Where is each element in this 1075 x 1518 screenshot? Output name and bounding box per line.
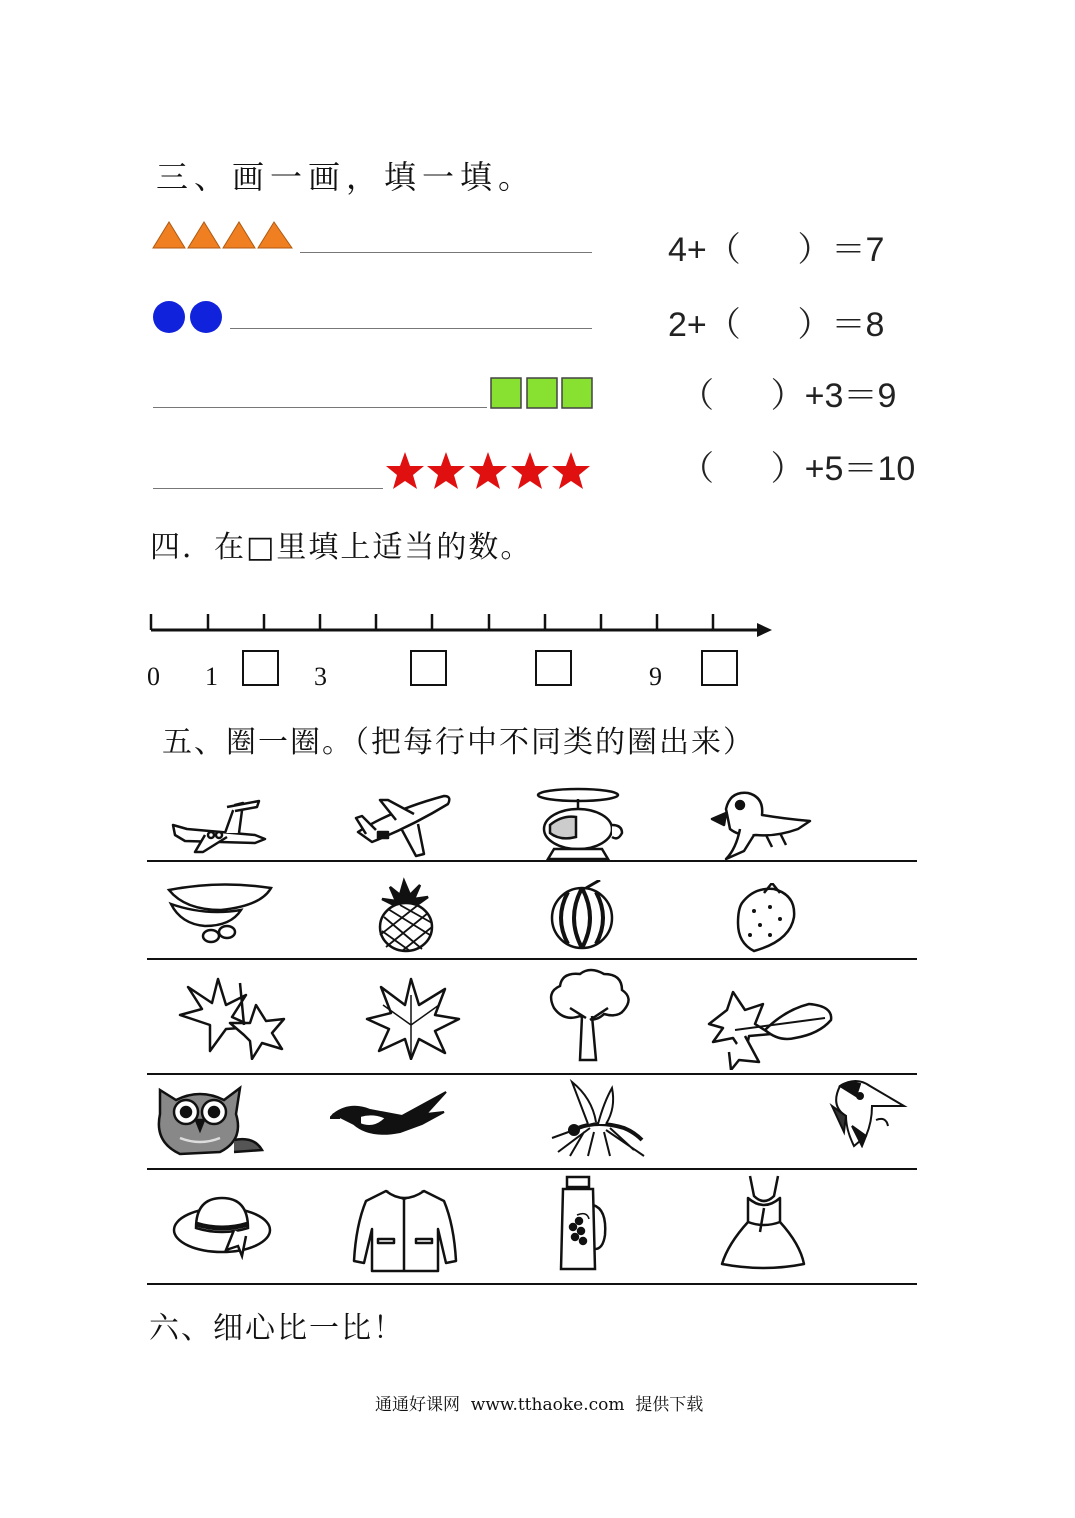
triangle-shape — [223, 222, 255, 248]
answer-line[interactable] — [153, 488, 383, 489]
row-divider — [147, 1168, 917, 1170]
maple-leaf-icon[interactable] — [365, 975, 461, 1060]
dress-icon[interactable] — [718, 1172, 810, 1272]
watermelon-icon[interactable] — [548, 880, 618, 950]
row-divider — [147, 1283, 917, 1285]
square-shape — [527, 378, 557, 408]
plane-icon[interactable] — [165, 795, 270, 855]
airliner-icon[interactable] — [352, 790, 457, 860]
circles-group — [151, 299, 227, 335]
number-line — [145, 608, 775, 638]
bird-icon[interactable] — [706, 785, 814, 863]
answer-box[interactable] — [535, 650, 572, 686]
equation-2: 2+（ ）＝8 — [668, 306, 885, 344]
star-shape — [511, 452, 549, 489]
answer-line[interactable] — [300, 252, 592, 253]
triangle-shape — [188, 222, 220, 248]
circle-shape — [153, 301, 185, 333]
equation-4: （ ）+5＝10 — [680, 450, 916, 488]
triangle-shape — [153, 222, 185, 248]
equation-3: （ ）+3＝9 — [680, 377, 897, 415]
tick-label-1: 1 — [205, 662, 218, 691]
square-shape — [562, 378, 592, 408]
branch-icon[interactable] — [705, 990, 835, 1070]
section4-title: 四．在□里填上适当的数。 — [150, 530, 533, 565]
tick-label-0: 0 — [147, 662, 160, 691]
row-divider — [147, 958, 917, 960]
triangle-shape — [258, 222, 292, 248]
stars-group — [384, 450, 594, 492]
equation-1: 4+（ ）＝7 — [668, 231, 885, 269]
hat-icon[interactable] — [170, 1192, 274, 1260]
answer-line[interactable] — [230, 328, 592, 329]
swallow-icon[interactable] — [330, 1090, 450, 1140]
squares-group — [489, 376, 595, 410]
tick-label-9: 9 — [649, 662, 662, 691]
pineapple-icon[interactable] — [370, 877, 440, 953]
section5-title: 五、圈一圈。（把每行中不同类的圈出来） — [162, 725, 755, 760]
helicopter-icon[interactable] — [532, 785, 624, 863]
star-shape — [552, 452, 590, 489]
thermos-icon[interactable] — [557, 1175, 609, 1275]
answer-line[interactable] — [153, 407, 487, 408]
section3-title: 三、画一画，填一填。 — [156, 158, 537, 196]
answer-box[interactable] — [701, 650, 738, 686]
triangles-group — [152, 220, 294, 250]
circle-shape — [190, 301, 222, 333]
jacket-icon[interactable] — [352, 1185, 458, 1275]
row-divider — [147, 1073, 917, 1075]
answer-box[interactable] — [410, 650, 447, 686]
leaves-icon[interactable] — [170, 975, 290, 1060]
tree-icon[interactable] — [546, 968, 632, 1064]
strawberry-icon[interactable] — [730, 883, 800, 955]
owl-icon[interactable] — [150, 1080, 268, 1158]
star-shape — [469, 452, 507, 489]
answer-box[interactable] — [242, 650, 279, 686]
row-divider — [147, 860, 917, 862]
tick-label-3: 3 — [314, 662, 327, 691]
woodpecker-icon[interactable] — [826, 1076, 908, 1148]
peas-icon[interactable] — [165, 880, 277, 948]
mosquito-icon[interactable] — [548, 1078, 648, 1158]
footer-text: 通通好课网 www.tthaoke.com 提供下载 — [375, 1395, 704, 1415]
star-shape — [386, 452, 424, 489]
star-shape — [427, 452, 465, 489]
section6-title: 六、细心比一比！ — [149, 1311, 405, 1346]
square-shape — [491, 378, 521, 408]
